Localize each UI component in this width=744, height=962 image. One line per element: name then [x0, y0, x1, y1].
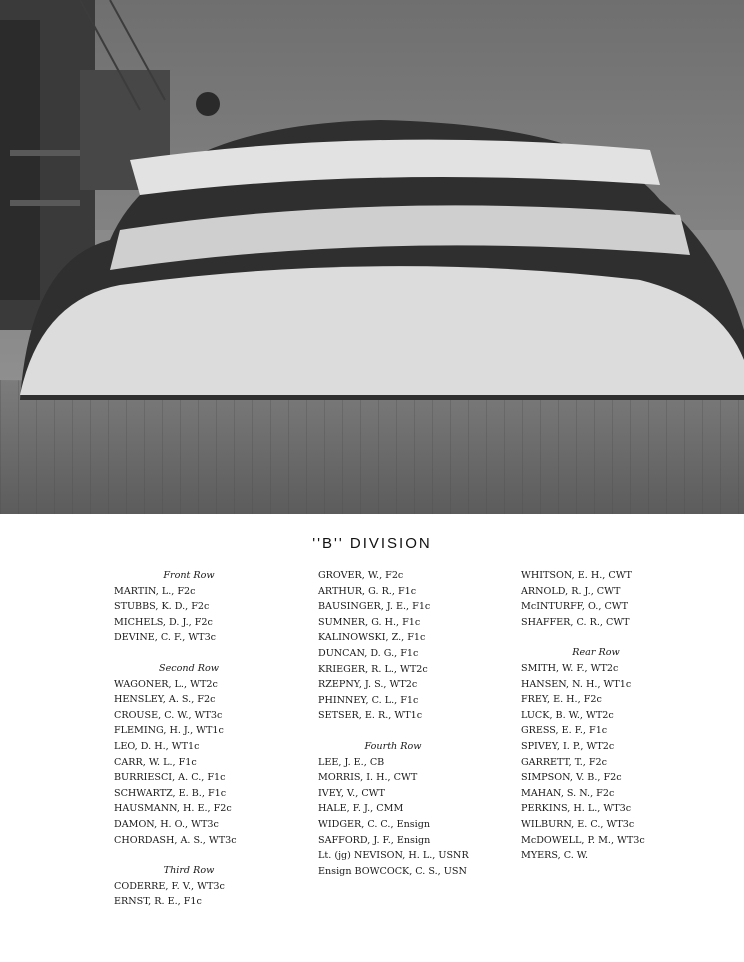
sailor-name: SETSER, E. R., WT1c — [318, 710, 423, 722]
sailor-name: SCHWARTZ, E. B., F1c — [114, 787, 227, 799]
row-heading: Third Row — [163, 865, 215, 877]
row-heading: Second Row — [159, 662, 219, 674]
sailor-name: WILBURN, E. C., WT3c — [521, 818, 635, 830]
sailor-name: ERNST, R. E., F1c — [114, 896, 202, 908]
sailor-name: SAFFORD, J. F., Ensign — [318, 834, 431, 846]
sailor-name: CODERRE, F. V., WT3c — [114, 880, 225, 892]
sailor-name: BURRIESCI, A. C., F1c — [114, 772, 226, 784]
sailor-name: MICHELS, D. J., F2c — [114, 616, 213, 628]
sailor-name: DUNCAN, D. G., F1c — [318, 647, 419, 659]
sailor-name: PHINNEY, C. L., F1c — [318, 694, 419, 706]
sailor-name: WAGONER, L., WT2c — [114, 678, 218, 690]
sailor-name: McDOWELL, P. M., WT3c — [521, 834, 645, 846]
row-heading: Rear Row — [572, 647, 620, 659]
sailor-name: CHORDASH, A. S., WT3c — [114, 834, 237, 846]
section-gap — [114, 848, 264, 863]
section-gap — [521, 630, 671, 645]
sailor-name: IVEY, V., CWT — [318, 787, 385, 799]
sailor-name: Ensign BOWCOCK, C. S., USN — [318, 865, 467, 877]
roster-column — [521, 568, 671, 864]
sailor-name: SIMPSON, V. B., F2c — [521, 772, 622, 784]
division-title: ''B'' DIVISION — [312, 535, 432, 552]
deck — [0, 380, 744, 514]
sailor-name: GARRETT, T., F2c — [521, 756, 607, 768]
sailor-name: WIDGER, C. C., Ensign — [318, 818, 431, 830]
sailor-name: LUCK, B. W., WT2c — [521, 709, 614, 721]
sailor-name: SPIVEY, I. P., WT2c — [521, 740, 615, 752]
sailor-name: SUMNER, G. H., F1c — [318, 616, 421, 628]
sailor-name: WHITSON, E. H., CWT — [521, 570, 632, 581]
sailor-name: HAUSMANN, H. E., F2c — [114, 803, 232, 815]
sailor-name: SMITH, W. F., WT2c — [521, 662, 619, 674]
sailor-name: Lt. (jg) NEVISON, H. L., USNR — [318, 850, 469, 862]
section-gap — [318, 724, 468, 739]
sailor-name: RZEPNY, J. S., WT2c — [318, 679, 418, 691]
sailor-name: GROVER, W., F2c — [318, 570, 404, 581]
sailor-name: BAUSINGER, J. E., F1c — [318, 601, 431, 613]
sailor-name: FREY, E. H., F2c — [521, 694, 602, 706]
sailor-name: CROUSE, C. W., WT3c — [114, 709, 223, 721]
sailor-name: ARTHUR, G. R., F1c — [318, 585, 417, 597]
section-gap — [114, 646, 264, 661]
sailor-name: LEO, D. H., WT1c — [114, 740, 200, 752]
sailor-name: KALINOWSKI, Z., F1c — [318, 632, 426, 644]
sailor-name: MORRIS, I. H., CWT — [318, 772, 418, 784]
sailor-name: MAHAN, S. N., F2c — [521, 787, 615, 799]
sailor-name: KRIEGER, R. L., WT2c — [318, 663, 428, 675]
sailor-name: HENSLEY, A. S., F2c — [114, 694, 216, 706]
sailor-name: McINTURFF, O., CWT — [521, 601, 629, 613]
sailor-name: ARNOLD, R. J., CWT — [521, 585, 621, 597]
sailor-name: LEE, J. E., CB — [318, 756, 385, 768]
sailor-name: HANSEN, N. H., WT1c — [521, 678, 632, 690]
roster-column — [114, 568, 264, 910]
roster-column — [318, 568, 468, 879]
sailor-name: GRESS, E. F., F1c — [521, 725, 608, 737]
sailor-name: MYERS, C. W. — [521, 850, 589, 862]
sailor-name: PERKINS, H. L., WT3c — [521, 803, 632, 815]
sailor-name: FLEMING, H. J., WT1c — [114, 725, 224, 737]
row-heading: Fourth Row — [364, 740, 422, 752]
sailor-name: DAMON, H. O., WT3c — [114, 818, 219, 830]
sailor-name: STUBBS, K. D., F2c — [114, 601, 210, 613]
row-heading: Front Row — [163, 570, 215, 581]
sailor-name: HALE, F. J., CMM — [318, 803, 404, 815]
sailor-name: SHAFFER, C. R., CWT — [521, 616, 630, 628]
sailor-name: DEVINE, C. F., WT3c — [114, 632, 217, 644]
sailor-name: CARR, W. L., F1c — [114, 756, 197, 768]
sailor-name: MARTIN, L., F2c — [114, 585, 196, 597]
